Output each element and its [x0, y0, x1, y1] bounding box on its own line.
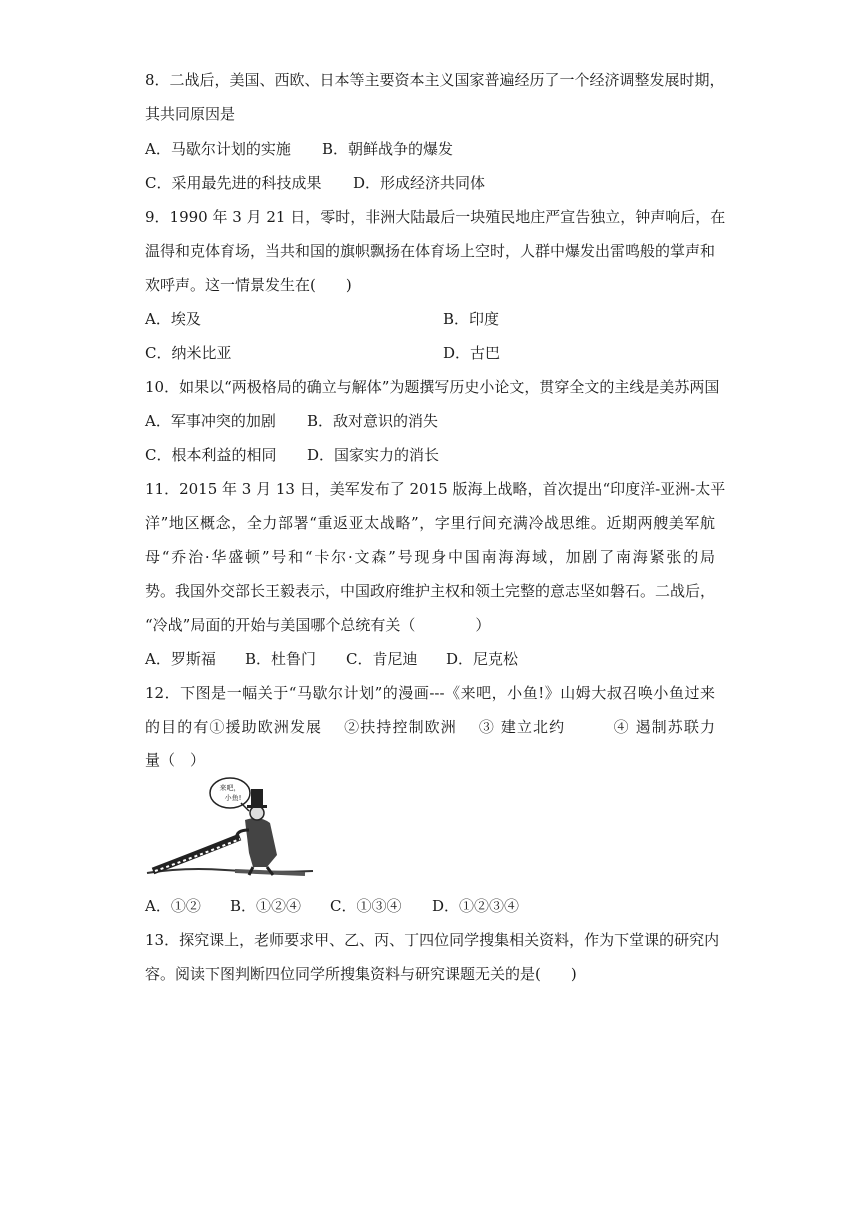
q11-stem-line-5: “冷战”局面的开始与美国哪个总统有关（ ）: [145, 616, 491, 634]
marshall-plan-cartoon: [145, 775, 315, 880]
q8-option-c: C．采用最先进的科技成果: [145, 174, 322, 192]
q11-stem-line-3: 母“乔治·华盛顿”号和“卡尔·文森”号现身中国南海海域，加剧了南海紧张的局: [145, 548, 715, 566]
q11-option-b: B．杜鲁门: [245, 650, 317, 668]
q13-stem-line-2: 容。阅读下图判断四位同学所搜集资料与研究课题无关的是( ): [145, 965, 577, 983]
q8-option-b: B．朝鲜战争的爆发: [322, 140, 454, 158]
q9-option-a: A．埃及: [145, 310, 201, 328]
q8-option-a: A．马歇尔计划的实施: [145, 140, 291, 158]
q12-stem-line-1: 12．下图是一幅关于“马歇尔计划”的漫画---《来吧，小鱼!》山姆大叔召唤小鱼过来: [145, 684, 715, 702]
q12-option-a: A．①②: [145, 897, 201, 915]
q10-stem-line-1: 10．如果以“两极格局的确立与解体”为题撰写历史小论文，贯穿全文的主线是美苏两国: [145, 378, 720, 396]
q8-option-d: D．形成经济共同体: [353, 174, 486, 192]
q11-stem-line-1: 11．2015 年 3 月 13 日，美军发布了 2015 版海上战略，首次提出“印度洋-亚洲-太平: [145, 480, 726, 498]
q12-stem-line-3: 量（ ）: [145, 751, 206, 769]
q9-option-c: C．纳米比亚: [145, 344, 232, 362]
q11-option-c: C．肯尼迪: [346, 650, 418, 668]
q11-stem-line-2: 洋”地区概念，全力部署“重返亚太战略”，字里行间充满冷战思维。近期两艘美军航: [145, 514, 715, 532]
cartoon-bubble-line-2: 小鱼!: [224, 794, 242, 802]
q10-option-d: D．国家实力的消长: [307, 446, 440, 464]
q10-option-b: B．敌对意识的消失: [307, 412, 439, 430]
q11-option-a: A．罗斯福: [145, 650, 216, 668]
q12-option-c: C．①③④: [330, 897, 402, 915]
q11-option-d: D．尼克松: [446, 650, 519, 668]
q12-stem-line-2: 的目的有①援助欧洲发展 ②扶持控制欧洲 ③ 建立北约 ④ 遏制苏联力: [145, 718, 715, 736]
q8-stem-line-1: 8．二战后，美国、西欧、日本等主要资本主义国家普遍经历了一个经济调整发展时期，: [145, 71, 725, 89]
q9-option-b: B．印度: [443, 310, 500, 328]
q13-stem-line-1: 13．探究课上，老师要求甲、乙、丙、丁四位同学搜集相关资料，作为下堂课的研究内: [145, 931, 720, 949]
q9-option-d: D．古巴: [443, 344, 501, 362]
q9-stem-line-2: 温得和克体育场，当共和国的旗帜飘扬在体育场上空时，人群中爆发出雷鸣般的掌声和: [145, 242, 716, 260]
cartoon-bubble-line-1: 来吧，: [219, 784, 241, 792]
q12-option-d: D．①②③④: [432, 897, 520, 915]
q8-stem-line-2: 其共同原因是: [145, 105, 236, 123]
q9-stem-line-3: 欢呼声。这一情景发生在( ): [145, 276, 352, 294]
q10-option-a: A．军事冲突的加剧: [145, 412, 276, 430]
q10-option-c: C．根本利益的相同: [145, 446, 277, 464]
q12-option-b: B．①②④: [230, 897, 302, 915]
q9-stem-line-1: 9．1990 年 3 月 21 日，零时，非洲大陆最后一块殖民地庄严宣告独立，钟声响后，在: [145, 208, 726, 226]
q11-stem-line-4: 势。我国外交部长王毅表示，中国政府维护主权和领土完整的意志坚如磐石。二战后，: [145, 582, 716, 600]
